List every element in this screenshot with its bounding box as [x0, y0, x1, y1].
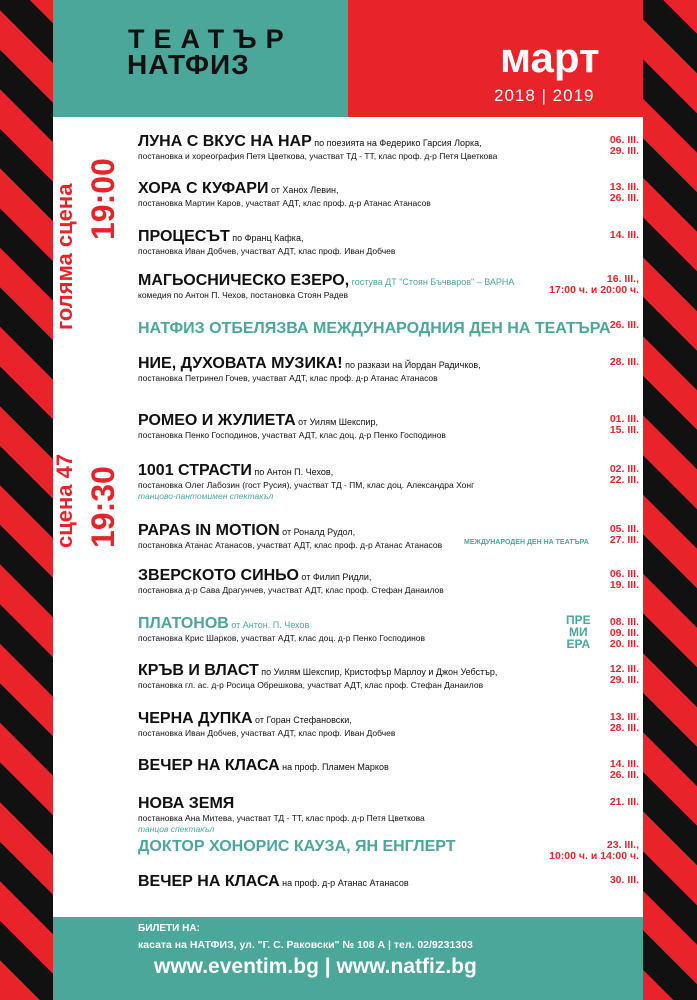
tickets-heading: БИЛЕТИ НА:: [138, 923, 200, 934]
stage47-label: сцена 47: [52, 453, 77, 548]
event-dates: 06. III. 19. III.: [609, 568, 639, 591]
tickets-address: касата на НАТФИЗ, ул. "Г. С. Раковски" № 108 А | тел. 02/9231303: [138, 939, 473, 951]
event-note: танцово-пантомимен спектакъл: [138, 491, 274, 501]
event-author: от Филип Ридли,: [298, 572, 372, 582]
event-dates: 14. III.: [609, 229, 639, 241]
event-dates: 02. III. 22. III.: [609, 463, 639, 486]
event-dates: 14. III. 26. III.: [609, 758, 639, 781]
event-author: на проф. д-р Атанас Атанасов: [279, 878, 409, 888]
event-dates: 23. III., 10:00 ч. и 14:00 ч.: [549, 839, 639, 862]
event-title-text: 1001 СТРАСТИ: [138, 462, 252, 479]
event-dates: 13. III. 28. III.: [609, 711, 639, 734]
main-stage-time: 19:00: [85, 158, 121, 240]
event-credit: постановка гл. ас. д-р Росица Обрешкова, участват АДТ, клас проф. Стефан Данаилов: [138, 680, 484, 690]
event-dates: 12. III. 29. III.: [609, 663, 639, 686]
event-credit: комедия по Антон П. Чехов, постановка Стоян Радев: [138, 290, 349, 300]
event-title-text: ДОКТОР ХОНОРИС КАУЗА, ЯН ЕНГЛЕРТ: [138, 838, 456, 855]
event-title-text: ХОРА С КУФАРИ: [138, 180, 269, 197]
event-credit: постановка и хореография Петя Цветкова, участват ТД - ТТ, клас проф. д-р Петя Цветкова: [138, 151, 498, 161]
event-credit: постановка д-р Сава Драгунчев, участват АДТ, клас проф. Стефан Данаилов: [138, 585, 444, 595]
event-dates: 21. III.: [609, 796, 639, 808]
event-title-text: НИЕ, ДУХОВАТА МУЗИКА!: [138, 355, 343, 372]
event-title-text: ВЕЧЕР НА КЛАСА: [138, 757, 280, 774]
month-title: март: [500, 34, 600, 81]
event-title-text: ЛУНА С ВКУС НА НАР: [138, 133, 312, 150]
event-note: танцов спектакъл: [138, 824, 215, 834]
event-credit: постановка Атанас Атанасов, участват АДТ, клас проф. д-р Атанас Атанасов: [138, 540, 443, 550]
event-title-text: КРЪВ И ВЛАСТ: [138, 662, 259, 679]
event-title-text: РОМЕО И ЖУЛИЕТА: [138, 412, 296, 429]
event-dates: 06. III. 29. III.: [609, 134, 639, 157]
event-credit: постановка Иван Добчев, участват АДТ, клас проф. Иван Добчев: [138, 728, 396, 738]
event-author: по разкази на Йордан Радичков,: [342, 360, 481, 370]
season-label: 2018 | 2019: [494, 86, 595, 105]
event-credit: постановка Ана Митева, участват ТД - ТТ, клас проф. д-р Петя Цветкова: [138, 813, 425, 823]
event-title-text: ПЛАТОНОВ: [138, 615, 229, 632]
event-author: на проф. Пламен Марков: [279, 762, 389, 772]
event-title-text: ПРОЦЕСЪТ: [138, 228, 230, 245]
event-author: гостува ДТ "Стоян Бъчваров" – ВАРНА: [349, 277, 515, 287]
event-credit: постановка Петринел Гочев, участват АДТ, клас проф. д-р Атанас Атанасов: [138, 373, 438, 383]
event-dates: 13. III. 26. III.: [609, 181, 639, 204]
event-title-text: ЗВЕРСКОТО СИНЬО: [138, 567, 299, 584]
event-dates: 26. III.: [609, 319, 639, 331]
event-title-text: PAPAS IN MOTION: [138, 522, 280, 539]
logo-natfiz: НАТФИЗ: [127, 49, 250, 80]
event-dates: 05. III. 27. III.: [609, 523, 639, 546]
event-credit: постановка Иван Добчев, участват АДТ, клас проф. Иван Добчев: [138, 246, 396, 256]
event-credit: постановка Крис Шарков, участват АДТ, клас доц. д-р Пенко Господинов: [138, 633, 426, 643]
event-title-text: НАТФИЗ ОТБЕЛЯЗВА МЕЖДУНАРОДНИЯ ДЕН НА ТЕАТЪРА: [138, 320, 611, 337]
main-stage-label: голяма сцена: [52, 183, 77, 330]
event-author: по Антон П. Чехов,: [251, 467, 334, 477]
event-title-text: ЧЕРНА ДУПКА: [138, 710, 253, 727]
event-author: по Франц Кафка,: [229, 233, 304, 243]
event-dates: 16. III., 17:00 ч. и 20:00 ч.: [549, 273, 639, 296]
event-credit: постановка Олег Лабозин (гост Русия), участват ТД - ПМ, клас доц. Александра Хонг: [138, 480, 475, 490]
event-dates: 30. III.: [609, 874, 639, 886]
event-author: от Антон. П. Чехов: [228, 620, 310, 630]
tickets-web: www.eventim.bg | www.natfiz.bg: [154, 955, 477, 978]
event-title-text: ВЕЧЕР НА КЛАСА: [138, 873, 280, 890]
event-author: по поезията на Федерико Гарсия Лорка,: [311, 138, 482, 148]
event-author: от Роналд Рудол,: [279, 527, 356, 537]
premiere-badge: ПРЕ МИ ЕРА: [566, 613, 591, 651]
event-title-text: НОВА ЗЕМЯ: [138, 795, 235, 812]
event-title-text: МАГЬОСНИЧЕСКО ЕЗЕРО,: [138, 272, 350, 289]
event-author: по Уилям Шекспир, Кристофър Марлоу и Джон Уебстър,: [258, 667, 498, 677]
stage47-time: 19:30: [85, 466, 121, 548]
event-author: от Уилям Шекспир,: [295, 417, 378, 427]
event-credit: постановка Пенко Господинов, участват АДТ, клас доц. д-р Пенко Господинов: [138, 430, 446, 440]
event-author: от Горан Стефановски,: [252, 715, 352, 725]
event-dates: 08. III. 09. III. 20. III.: [609, 616, 639, 650]
event-author: от Ханох Левин,: [268, 185, 339, 195]
event-dates: 28. III.: [609, 356, 639, 368]
event-extra-label: МЕЖДУНАРОДЕН ДЕН НА ТЕАТЪРА: [464, 539, 589, 546]
event-dates: 01. III. 15. III.: [609, 413, 639, 436]
logo-theatre: ТЕАТЪР: [128, 24, 293, 54]
event-credit: постановка Мартин Каров, участват АДТ, клас проф. д-р Атанас Атанасов: [138, 198, 431, 208]
